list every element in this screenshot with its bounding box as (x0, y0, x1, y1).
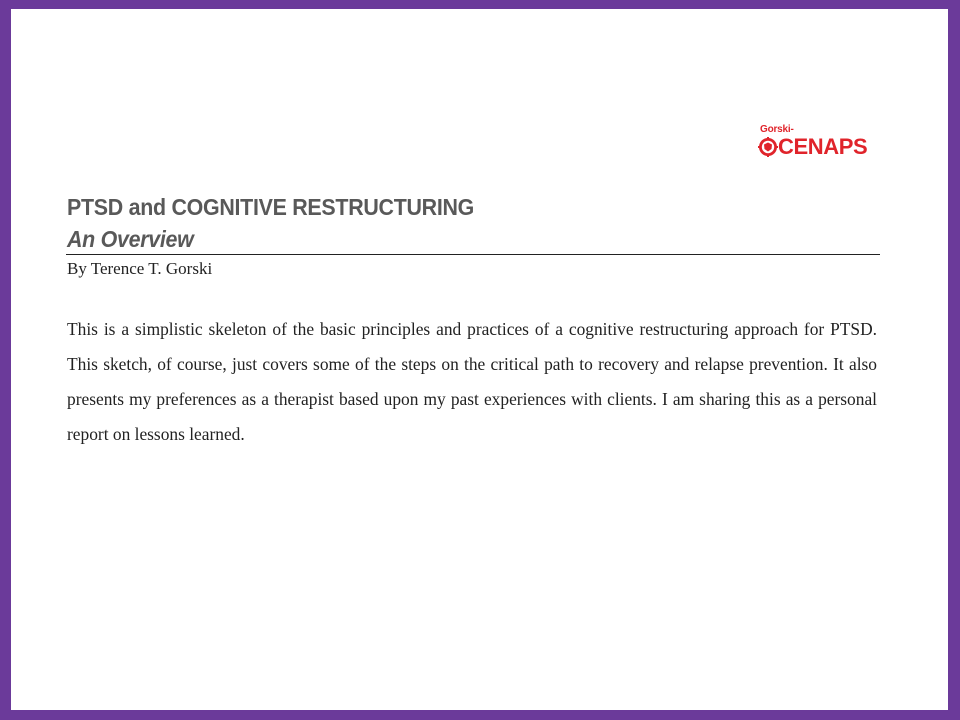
cenaps-logo (758, 124, 882, 164)
logo-small-text: Gorski- (760, 124, 794, 135)
intro-paragraph: This is a simplistic skeleton of the basic principles and practices of a cognitive restructuring approach for PTSD. This sketch, of course, just covers some of the steps on the critical path to recovery and relapse prevention. It also presents my preferences as a therapist based upon my past experiences with clients. I am sharing this as a personal report on lessons learned. (67, 319, 877, 444)
title-divider (66, 254, 880, 255)
document-subtitle: An Overview (67, 226, 194, 252)
gear-shield-icon (758, 137, 778, 157)
document-title: PTSD and COGNITIVE RESTRUCTURING (67, 194, 475, 220)
author-byline: By Terence T. Gorski (67, 259, 213, 278)
logo-wordmark: CENAPS (778, 134, 868, 159)
